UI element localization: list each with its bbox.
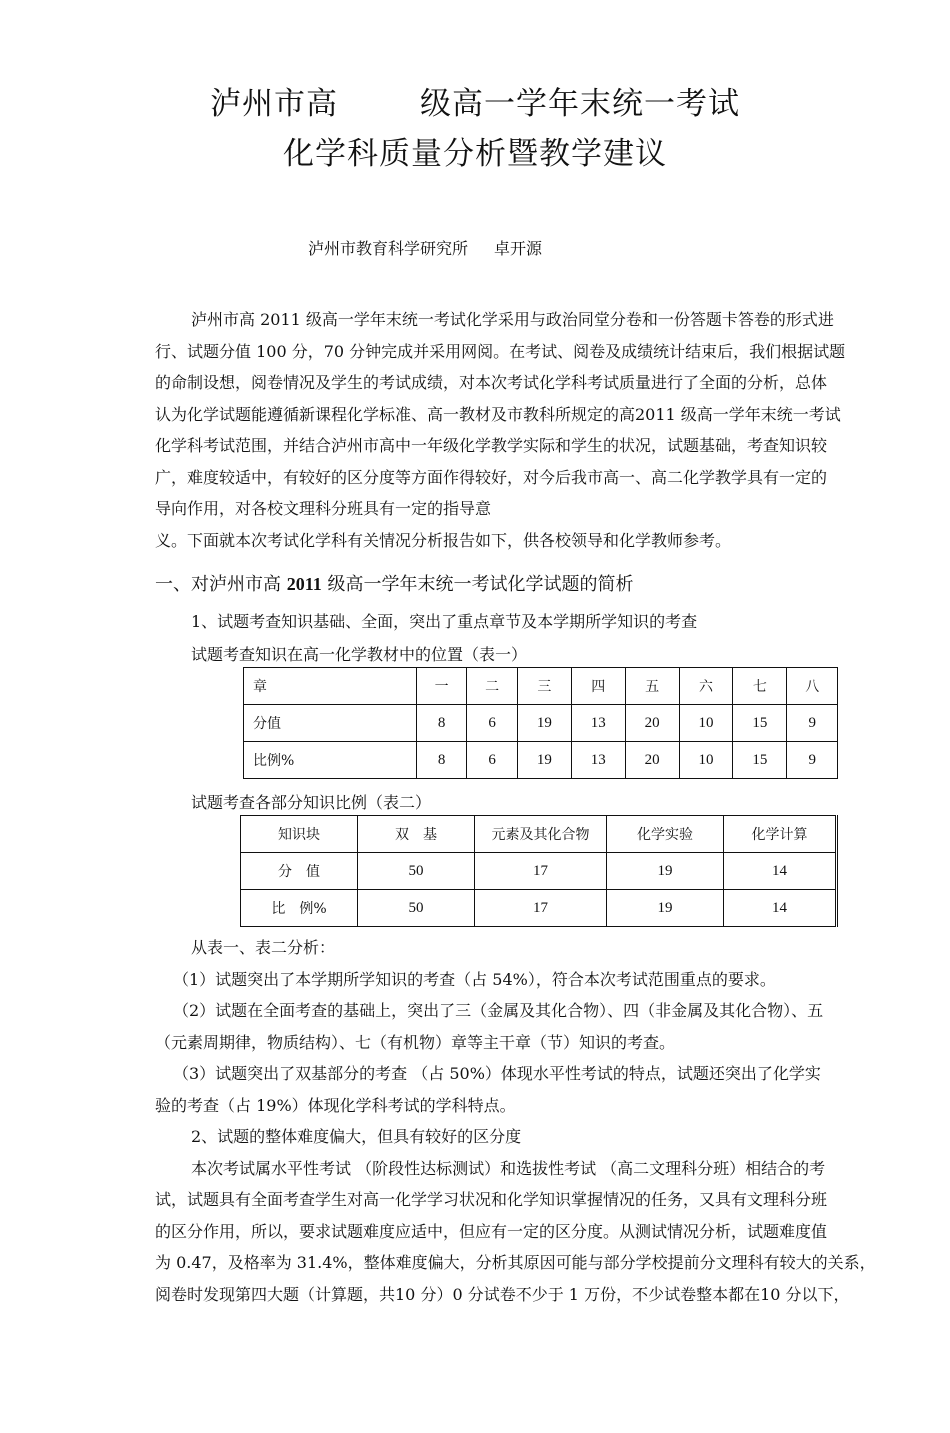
table1-caption: 试题考查知识在高一化学教材中的位置（表一） [191,645,528,664]
table-cell: 6 [467,705,518,742]
table-cell: 分 值 [241,853,358,890]
author-org: 泸州市教育科学研究所 [308,239,469,258]
table-cell: 20 [625,705,679,742]
table-cell: 10 [679,705,733,742]
table-cell: 9 [787,742,838,779]
point-1-heading: 1、试题考查知识基础、全面，突出了重点章节及本学期所学知识的考查 [191,612,698,631]
document-title-line1: 泸州市高 级高一学年末统一考试 [210,86,740,122]
table-cell: 17 [475,853,607,890]
table-row [244,668,838,705]
table-cell: 化学实验 [607,816,724,853]
table-cell: 9 [787,705,838,742]
analysis-item: （3）试题突出了双基部分的考查 （占 50%）体现水平性考试的特点，试题还突出了化学实 [173,1064,821,1083]
intro-paragraph: 泸州市高 2011 级高一学年末统一考试化学采用与政治同堂分卷和一份答题卡答卷的形式进 行、试题分值 100 分，70 分钟完成并采用网阅。在考试、阅卷及成绩统计结束后，我们根据试题 的命制设想，阅卷情况及学生的考试成绩，对本次考试化学科考试质量进行了全面的分析，总体 认为化学试题能遵循新课程化学标准、高一教材及市教科所规定的高2011 级高一学年末统一考试 化学科考试范围，并结合泸州市高中一年级化学教学实际和学生的状况，试题基础，考查知识较 广，难度较适中，有较好的区分度等方面作得较好，对今后我市高一、高二化学教学具有一定的 导向作用，对各校文理科分班具有一定的指导意 义。下面就本次考试化学科有关情况分析报告如下，供各校领导和化学教师参考。 [155,310,846,550]
knowledge-ratio-table [240,815,838,927]
table-cell: 17 [475,890,607,927]
analysis-item: （2）试题在全面考查的基础上，突出了三（金属及其化合物）、四（非金属及其化合物）、五 [173,1001,824,1020]
body-line: 本次考试属水平性考试 （阶段性达标测试）和选拔性考试 （高二文理科分班）相结合的考 [191,1158,826,1178]
table-cell: 19 [607,853,724,890]
author-line [308,236,542,259]
table-cell: 8 [416,742,467,779]
table-cell: 双 基 [358,816,475,853]
table-cell: 50 [358,853,475,890]
table-cell: 二 [467,668,518,705]
analysis-item: （1）试题突出了本学期所学知识的考查（占 54%），符合本次考试范围重点的要求。 [173,969,776,989]
analysis-lead: 从表一、表二分析： [191,938,336,957]
body-line: 试，试题具有全面考查学生对高一化学学习状况和化学知识掌握情况的任务，又具有文理科分班 [155,1190,828,1209]
table-cell: 化学计算 [724,816,837,853]
body-line: 阅卷时发现第四大题（计算题，共10 分）0 分试卷不少于 1 万份，不少试卷整本都在10 分以下， [155,1284,850,1304]
table-cell: 8 [416,705,467,742]
table-cell: 六 [679,668,733,705]
table-row [241,816,837,853]
table-row [241,890,837,927]
chapter-distribution-table [243,667,838,779]
table-cell: 比例% [244,742,417,779]
table-cell: 元素及其化合物 [475,816,607,853]
table-cell: 五 [625,668,679,705]
table-cell: 三 [517,668,571,705]
body-line: 为 0.47，及格率为 31.4%，整体难度偏大，分析其原因可能与部分学校提前分文理科有较大的关系， [155,1253,876,1272]
table-row [241,853,837,890]
table-cell: 20 [625,742,679,779]
table2-caption: 试题考查各部分知识比例（表二） [191,793,432,812]
table-cell: 10 [679,742,733,779]
table-cell: 知识块 [241,816,358,853]
table-cell: 章 [244,668,417,705]
table-cell: 13 [571,742,625,779]
table-cell: 15 [733,742,787,779]
document-title-line2: 化学科质量分析暨教学建议 [283,136,667,172]
point-2-heading: 2、试题的整体难度偏大，但具有较好的区分度 [191,1127,522,1146]
table-cell: 14 [724,890,837,927]
table-cell: 50 [358,890,475,927]
table-cell: 19 [517,742,571,779]
table-cell: 13 [571,705,625,742]
section-heading-1: 一、对泸州市高 2011 级高一学年末统一考试化学试题的简析 [155,574,634,595]
table-cell: 七 [733,668,787,705]
table-cell: 15 [733,705,787,742]
table-cell: 一 [416,668,467,705]
table-cell: 八 [787,668,838,705]
table-row [244,705,838,742]
table-cell: 14 [724,853,837,890]
table-cell: 19 [517,705,571,742]
table-cell: 6 [467,742,518,779]
table-cell: 四 [571,668,625,705]
table-cell: 比 例% [241,890,358,927]
table-cell: 19 [607,890,724,927]
analysis-section [155,932,933,1310]
body-line: 的区分作用，所以，要求试题难度应适中，但应有一定的区分度。从测试情况分析，试题难度值 [155,1221,828,1241]
analysis-item: 验的考查（占 19%）体现化学科考试的学科特点。 [155,1095,516,1115]
analysis-item: （元素周期律，物质结构）、七（有机物）章等主干章（节）知识的考查。 [155,1032,676,1052]
author-name: 卓开源 [494,239,543,258]
table-cell: 分值 [244,705,417,742]
table-row [244,742,838,779]
